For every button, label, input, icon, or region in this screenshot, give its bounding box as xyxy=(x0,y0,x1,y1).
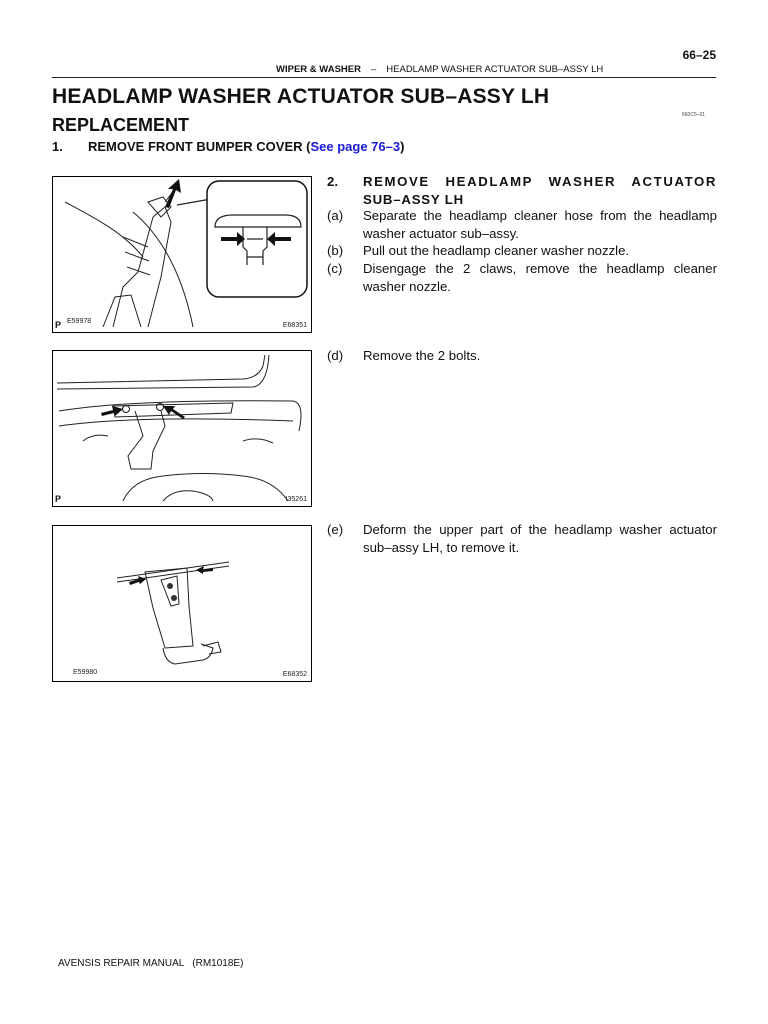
header-rule xyxy=(52,77,716,78)
substep-e-text: Deform the upper part of the headlamp washer actuator sub–assy LH, to remove it. xyxy=(363,522,717,555)
figure-2-mark: P xyxy=(55,494,62,504)
step-1-close: ) xyxy=(400,139,405,154)
page-number: 66–25 xyxy=(682,48,716,62)
substep-e-label: (e) xyxy=(327,522,344,537)
see-page-link[interactable]: See page 76–3 xyxy=(310,139,401,154)
substep-e xyxy=(327,521,717,556)
substep-b xyxy=(327,242,717,260)
substep-a xyxy=(327,207,717,242)
figure-3 xyxy=(52,525,312,682)
figure-2-illustration xyxy=(53,351,311,506)
step-2-heading: REMOVE HEADLAMP WASHER ACTUATOR xyxy=(363,174,717,189)
substep-b-label: (b) xyxy=(327,243,344,258)
figure-1-code-left: E59978 xyxy=(67,318,92,325)
figure-1 xyxy=(52,176,312,333)
substep-a-text: Separate the headlamp cleaner hose from the headlamp washer actuator sub–assy. xyxy=(363,208,717,241)
substep-a-label: (a) xyxy=(327,208,344,223)
substep-d-text: Remove the 2 bolts. xyxy=(363,348,481,363)
step-2-heading-cont: SUB–ASSY LH xyxy=(363,191,464,207)
running-header xyxy=(276,64,603,75)
figure-3-code-left: E59980 xyxy=(73,669,98,676)
step-1-text: REMOVE FRONT BUMPER COVER ( xyxy=(88,139,311,154)
figure-2 xyxy=(52,350,312,507)
substep-d xyxy=(327,347,717,365)
substep-c xyxy=(327,260,717,295)
footer: AVENSIS REPAIR MANUAL (RM1018E) xyxy=(58,958,244,969)
substep-b-text: Pull out the headlamp cleaner washer nozzle. xyxy=(363,243,630,258)
figure-2-code-right: I35261 xyxy=(285,496,307,503)
figure-1-mark: P xyxy=(55,320,62,330)
header-section: WIPER & WASHER xyxy=(276,64,361,75)
doc-code: 660C5–01 xyxy=(682,112,706,118)
page-title: HEADLAMP WASHER ACTUATOR SUB–ASSY LH xyxy=(52,85,550,108)
page-subtitle: REPLACEMENT xyxy=(52,115,190,135)
step-1 xyxy=(52,139,404,154)
figure-1-code-right: E68351 xyxy=(282,322,307,329)
header-separator: – xyxy=(370,64,377,75)
substep-c-text: Disengage the 2 claws, remove the headlamp cleaner washer nozzle. xyxy=(363,261,717,294)
step-2 xyxy=(327,173,717,208)
substep-d-label: (d) xyxy=(327,348,344,363)
figure-1-illustration xyxy=(53,177,311,332)
step-1-number: 1. xyxy=(52,139,63,154)
substep-c-label: (c) xyxy=(327,261,343,276)
figure-3-code-right: E68352 xyxy=(282,671,307,678)
header-topic: HEADLAMP WASHER ACTUATOR SUB–ASSY LH xyxy=(386,64,604,75)
step-2-number: 2. xyxy=(327,174,338,189)
figure-3-illustration xyxy=(53,526,311,681)
